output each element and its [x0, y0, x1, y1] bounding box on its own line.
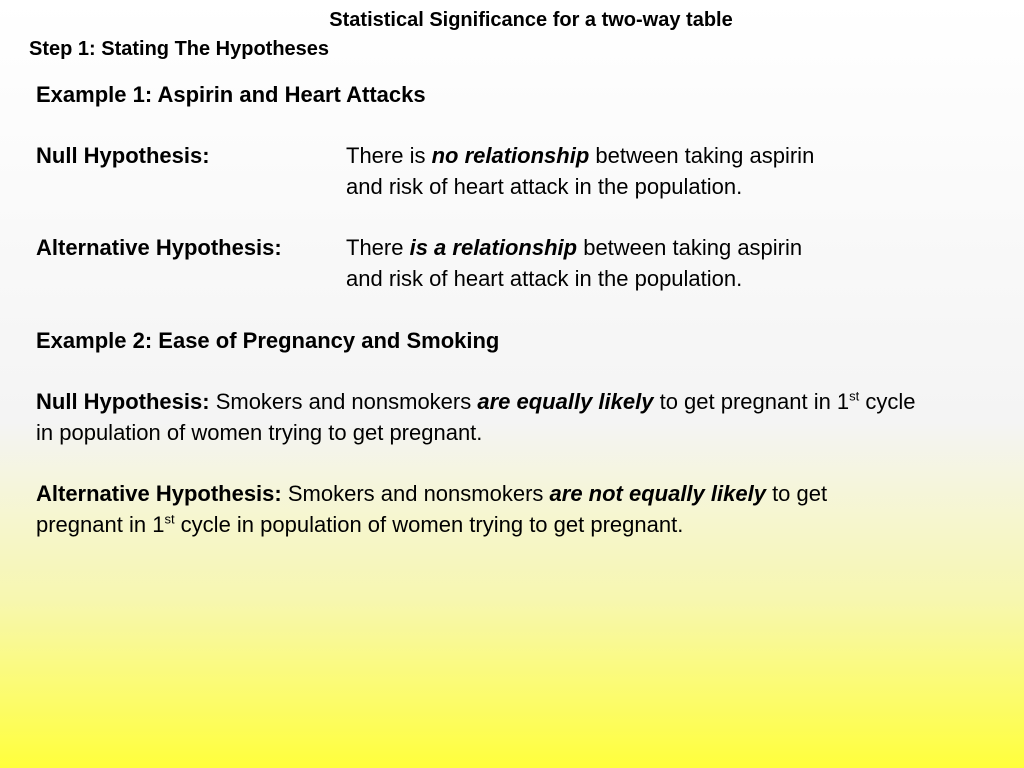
- example1-null-label: Null Hypothesis:: [36, 143, 210, 169]
- example2-null-pre: Smokers and nonsmokers: [209, 388, 478, 414]
- example1-alt-pre: There: [346, 235, 410, 261]
- example2-alt-hypothesis: [36, 479, 986, 540]
- example1-alt-post: between taking aspirin: [577, 235, 803, 261]
- example1-null-emphasis: no relationship: [431, 143, 590, 169]
- example2-null-line2: in population of women trying to get pregnant.: [36, 419, 483, 445]
- example1-alt-emphasis: is a relationship: [409, 235, 578, 261]
- example2-alt-label: Alternative Hypothesis:: [36, 481, 282, 507]
- example1-null-post: between taking aspirin: [589, 143, 815, 169]
- example2-alt-emphasis: are not equally likely: [549, 481, 766, 507]
- example2-null-label: Null Hypothesis:: [36, 388, 210, 414]
- example2-null-post2: cycle: [859, 388, 916, 414]
- spacer: [36, 111, 986, 142]
- spacer: [36, 203, 986, 234]
- example2-alt-superscript: st: [164, 511, 175, 527]
- example1-null-line2: and risk of heart attack in the population.: [346, 174, 743, 200]
- slide-title: Statistical Significance for a two-way table: [329, 9, 733, 31]
- spacer: [36, 295, 986, 326]
- example2-heading: Example 2: Ease of Pregnancy and Smoking: [36, 327, 500, 353]
- example1-heading: Example 1: Aspirin and Heart Attacks: [36, 82, 426, 107]
- example2-null-hypothesis: [36, 387, 986, 448]
- example1-null-pre: There is: [346, 143, 432, 169]
- spacer: [36, 448, 986, 479]
- example1-null-hypothesis: [36, 141, 986, 202]
- example2-alt-line2-post: cycle in population of women trying to get pregnant.: [174, 511, 684, 537]
- example1-alt-text: [346, 233, 986, 294]
- example1-alt-hypothesis: [36, 233, 986, 294]
- slide-content: [36, 80, 986, 540]
- example2-alt-pre: Smokers and nonsmokers: [281, 481, 550, 507]
- example1-null-text: [346, 141, 986, 202]
- example2-null-superscript: st: [849, 388, 860, 404]
- spacer: [36, 356, 986, 387]
- example2-alt-line2-pre: pregnant in 1: [36, 511, 165, 537]
- example2-alt-post: to get: [765, 481, 828, 507]
- example1-alt-label: Alternative Hypothesis:: [36, 235, 282, 261]
- slide-subtitle: Step 1: Stating The Hypotheses: [29, 38, 330, 60]
- example2-null-emphasis: are equally likely: [477, 388, 654, 414]
- example2-null-post1: to get pregnant in 1: [653, 388, 850, 414]
- example1-alt-line2: and risk of heart attack in the population.: [346, 266, 743, 292]
